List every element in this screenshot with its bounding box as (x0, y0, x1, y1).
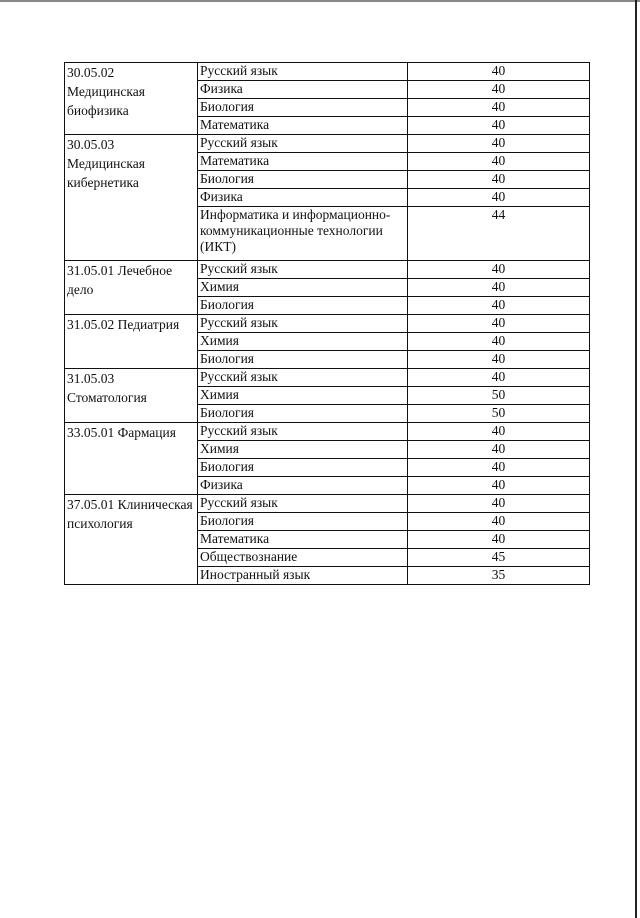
subject-cell: Русский язык (198, 495, 408, 513)
subject-cell: Биология (198, 513, 408, 531)
minimum-scores-table (64, 62, 590, 585)
table-row (65, 315, 590, 333)
table-row (65, 423, 590, 441)
score-cell: 40 (408, 513, 590, 531)
score-cell: 40 (408, 477, 590, 495)
score-cell: 40 (408, 153, 590, 171)
subject-cell: Математика (198, 117, 408, 135)
table-row (65, 495, 590, 513)
subject-cell: Математика (198, 153, 408, 171)
subject-cell: Физика (198, 189, 408, 207)
program-name: 31.05.03 Стоматология (65, 369, 198, 423)
score-cell: 40 (408, 459, 590, 477)
subject-cell: Биология (198, 405, 408, 423)
score-cell: 40 (408, 369, 590, 387)
page-edge-right (635, 0, 637, 918)
score-cell: 40 (408, 531, 590, 549)
score-cell: 40 (408, 117, 590, 135)
table-row (65, 369, 590, 387)
score-cell: 40 (408, 315, 590, 333)
score-cell: 50 (408, 405, 590, 423)
subject-cell: Русский язык (198, 423, 408, 441)
subject-cell: Биология (198, 99, 408, 117)
table-row (65, 63, 590, 81)
score-cell: 35 (408, 567, 590, 585)
table-row (65, 261, 590, 279)
subject-cell: Информатика и информационно-коммуникационные технологии (ИКТ) (198, 207, 408, 261)
score-cell: 40 (408, 495, 590, 513)
score-cell: 40 (408, 441, 590, 459)
score-cell: 40 (408, 333, 590, 351)
subject-cell: Иностранный язык (198, 567, 408, 585)
subject-cell: Физика (198, 81, 408, 99)
subject-cell: Биология (198, 171, 408, 189)
program-name: 31.05.02 Педиатрия (65, 315, 198, 369)
score-cell: 40 (408, 171, 590, 189)
subject-cell: Математика (198, 531, 408, 549)
score-cell: 40 (408, 279, 590, 297)
subject-cell: Русский язык (198, 261, 408, 279)
program-name: 30.05.02 Медицинская биофизика (65, 63, 198, 135)
score-cell: 40 (408, 63, 590, 81)
subject-cell: Русский язык (198, 135, 408, 153)
score-cell: 40 (408, 189, 590, 207)
score-cell: 50 (408, 387, 590, 405)
score-cell: 40 (408, 351, 590, 369)
score-cell: 40 (408, 261, 590, 279)
subject-cell: Химия (198, 333, 408, 351)
page-edge-top (0, 0, 640, 2)
subject-cell: Биология (198, 459, 408, 477)
score-cell: 40 (408, 297, 590, 315)
subject-cell: Химия (198, 279, 408, 297)
subject-cell: Биология (198, 351, 408, 369)
score-cell: 40 (408, 81, 590, 99)
program-name: 31.05.01 Лечебное дело (65, 261, 198, 315)
program-name: 30.05.03 Медицинская кибернетика (65, 135, 198, 261)
subject-cell: Обществознание (198, 549, 408, 567)
score-cell: 44 (408, 207, 590, 261)
subject-cell: Русский язык (198, 63, 408, 81)
score-cell: 45 (408, 549, 590, 567)
program-name: 37.05.01 Клиническая психология (65, 495, 198, 585)
subject-cell: Физика (198, 477, 408, 495)
score-cell: 40 (408, 135, 590, 153)
table-row (65, 135, 590, 153)
subject-cell: Химия (198, 441, 408, 459)
subject-cell: Химия (198, 387, 408, 405)
program-name: 33.05.01 Фармация (65, 423, 198, 495)
subject-cell: Русский язык (198, 315, 408, 333)
score-cell: 40 (408, 99, 590, 117)
subject-cell: Биология (198, 297, 408, 315)
subject-cell: Русский язык (198, 369, 408, 387)
score-cell: 40 (408, 423, 590, 441)
